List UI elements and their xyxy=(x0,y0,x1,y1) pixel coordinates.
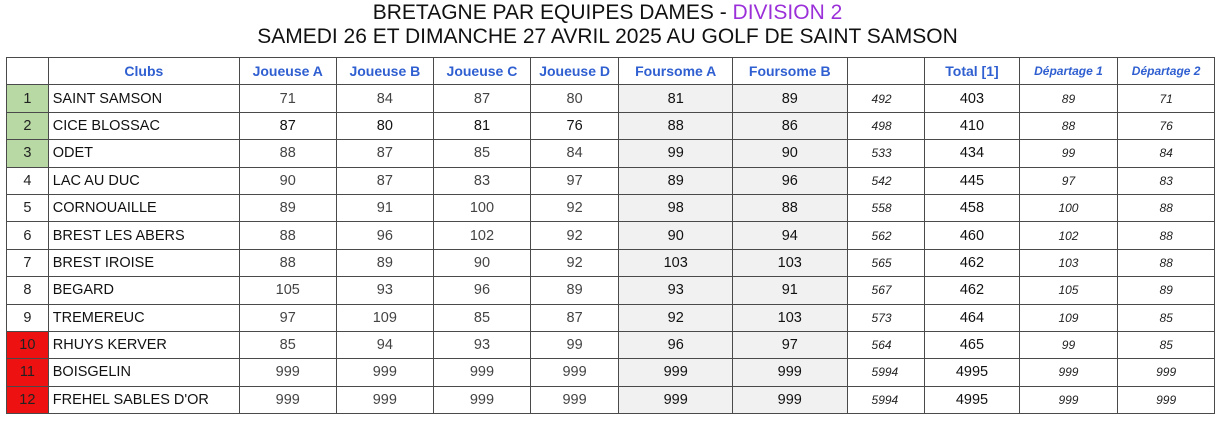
total-cell: 4995 xyxy=(925,386,1019,413)
club-cell: CICE BLOSSAC xyxy=(48,112,239,139)
total-cell: 410 xyxy=(925,112,1019,139)
foursome-b-cell: 999 xyxy=(732,386,847,413)
table-row xyxy=(7,249,1215,276)
foursome-b-cell: 103 xyxy=(732,249,847,276)
rank-cell: 11 xyxy=(7,359,49,386)
joueuse-a-cell: 89 xyxy=(239,194,336,221)
foursome-a-cell: 90 xyxy=(619,222,733,249)
departage-2-cell: 71 xyxy=(1118,85,1215,112)
header-joueuse-b: Joueuse B xyxy=(336,58,434,85)
header-total: Total [1] xyxy=(925,58,1019,85)
foursome-a-cell: 98 xyxy=(619,194,733,221)
club-cell: LAC AU DUC xyxy=(48,167,239,194)
total-cell: 462 xyxy=(925,249,1019,276)
sum-cell: 565 xyxy=(847,249,925,276)
joueuse-d-cell: 89 xyxy=(530,277,619,304)
total-cell: 465 xyxy=(925,331,1019,358)
foursome-b-cell: 86 xyxy=(732,112,847,139)
table-row xyxy=(7,85,1215,112)
joueuse-d-cell: 92 xyxy=(530,194,619,221)
joueuse-d-cell: 99 xyxy=(530,331,619,358)
header-departage-1: Départage 1 xyxy=(1019,58,1118,85)
club-cell: ODET xyxy=(48,140,239,167)
rank-cell: 5 xyxy=(7,194,49,221)
rank-cell: 6 xyxy=(7,222,49,249)
rank-cell: 10 xyxy=(7,331,49,358)
table-row xyxy=(7,386,1215,413)
header-joueuse-c: Joueuse C xyxy=(434,58,531,85)
foursome-a-cell: 999 xyxy=(619,386,733,413)
departage-2-cell: 85 xyxy=(1118,331,1215,358)
total-cell: 458 xyxy=(925,194,1019,221)
joueuse-c-cell: 93 xyxy=(434,331,531,358)
rank-cell: 3 xyxy=(7,140,49,167)
total-cell: 4995 xyxy=(925,359,1019,386)
joueuse-a-cell: 71 xyxy=(239,85,336,112)
foursome-b-cell: 999 xyxy=(732,359,847,386)
joueuse-d-cell: 97 xyxy=(530,167,619,194)
sum-cell: 558 xyxy=(847,194,925,221)
club-cell: BOISGELIN xyxy=(48,359,239,386)
header-sum xyxy=(847,58,925,85)
sum-cell: 498 xyxy=(847,112,925,139)
joueuse-c-cell: 102 xyxy=(434,222,531,249)
joueuse-c-cell: 999 xyxy=(434,386,531,413)
joueuse-a-cell: 88 xyxy=(239,222,336,249)
departage-2-cell: 999 xyxy=(1118,386,1215,413)
sum-cell: 564 xyxy=(847,331,925,358)
joueuse-c-cell: 81 xyxy=(434,112,531,139)
table-row xyxy=(7,359,1215,386)
foursome-a-cell: 96 xyxy=(619,331,733,358)
joueuse-c-cell: 87 xyxy=(434,85,531,112)
rank-cell: 4 xyxy=(7,167,49,194)
joueuse-b-cell: 999 xyxy=(336,359,434,386)
header-club: Clubs xyxy=(48,58,239,85)
foursome-b-cell: 91 xyxy=(732,277,847,304)
departage-1-cell: 99 xyxy=(1019,331,1118,358)
table-row xyxy=(7,194,1215,221)
sum-cell: 5994 xyxy=(847,386,925,413)
foursome-b-cell: 103 xyxy=(732,304,847,331)
joueuse-b-cell: 94 xyxy=(336,331,434,358)
departage-1-cell: 99 xyxy=(1019,140,1118,167)
table-row xyxy=(7,304,1215,331)
foursome-a-cell: 99 xyxy=(619,140,733,167)
rank-cell: 2 xyxy=(7,112,49,139)
rank-cell: 1 xyxy=(7,85,49,112)
title-division: DIVISION 2 xyxy=(732,1,843,24)
total-cell: 434 xyxy=(925,140,1019,167)
joueuse-b-cell: 999 xyxy=(336,386,434,413)
joueuse-a-cell: 999 xyxy=(239,386,336,413)
joueuse-d-cell: 92 xyxy=(530,249,619,276)
joueuse-c-cell: 90 xyxy=(434,249,531,276)
header-joueuse-a: Joueuse A xyxy=(239,58,336,85)
departage-2-cell: 85 xyxy=(1118,304,1215,331)
departage-1-cell: 100 xyxy=(1019,194,1118,221)
sum-cell: 542 xyxy=(847,167,925,194)
club-cell: BREST LES ABERS xyxy=(48,222,239,249)
joueuse-b-cell: 109 xyxy=(336,304,434,331)
joueuse-d-cell: 92 xyxy=(530,222,619,249)
joueuse-b-cell: 89 xyxy=(336,249,434,276)
foursome-a-cell: 81 xyxy=(619,85,733,112)
total-cell: 462 xyxy=(925,277,1019,304)
departage-2-cell: 88 xyxy=(1118,222,1215,249)
table-row xyxy=(7,167,1215,194)
joueuse-b-cell: 87 xyxy=(336,140,434,167)
departage-1-cell: 105 xyxy=(1019,277,1118,304)
foursome-b-cell: 88 xyxy=(732,194,847,221)
joueuse-b-cell: 84 xyxy=(336,85,434,112)
club-cell: SAINT SAMSON xyxy=(48,85,239,112)
rank-cell: 9 xyxy=(7,304,49,331)
rank-cell: 12 xyxy=(7,386,49,413)
joueuse-a-cell: 85 xyxy=(239,331,336,358)
joueuse-b-cell: 96 xyxy=(336,222,434,249)
joueuse-d-cell: 80 xyxy=(530,85,619,112)
joueuse-a-cell: 87 xyxy=(239,112,336,139)
departage-2-cell: 84 xyxy=(1118,140,1215,167)
joueuse-b-cell: 91 xyxy=(336,194,434,221)
header-departage-2: Départage 2 xyxy=(1118,58,1215,85)
title-main: BRETAGNE PAR EQUIPES DAMES - xyxy=(372,1,733,24)
joueuse-a-cell: 88 xyxy=(239,140,336,167)
total-cell: 460 xyxy=(925,222,1019,249)
joueuse-d-cell: 84 xyxy=(530,140,619,167)
club-cell: TREMEREUC xyxy=(48,304,239,331)
joueuse-c-cell: 100 xyxy=(434,194,531,221)
rank-cell: 7 xyxy=(7,249,49,276)
table-row xyxy=(7,222,1215,249)
departage-2-cell: 88 xyxy=(1118,249,1215,276)
foursome-b-cell: 97 xyxy=(732,331,847,358)
joueuse-d-cell: 76 xyxy=(530,112,619,139)
results-table xyxy=(6,57,1215,414)
joueuse-b-cell: 93 xyxy=(336,277,434,304)
table-row xyxy=(7,277,1215,304)
sum-cell: 573 xyxy=(847,304,925,331)
sum-cell: 567 xyxy=(847,277,925,304)
departage-1-cell: 88 xyxy=(1019,112,1118,139)
departage-1-cell: 102 xyxy=(1019,222,1118,249)
sum-cell: 492 xyxy=(847,85,925,112)
table-row xyxy=(7,331,1215,358)
departage-2-cell: 83 xyxy=(1118,167,1215,194)
joueuse-c-cell: 83 xyxy=(434,167,531,194)
joueuse-a-cell: 999 xyxy=(239,359,336,386)
header-foursome-a: Foursome A xyxy=(619,58,733,85)
rank-cell: 8 xyxy=(7,277,49,304)
table-row xyxy=(7,112,1215,139)
joueuse-b-cell: 80 xyxy=(336,112,434,139)
club-cell: RHUYS KERVER xyxy=(48,331,239,358)
joueuse-a-cell: 90 xyxy=(239,167,336,194)
joueuse-c-cell: 85 xyxy=(434,140,531,167)
header-foursome-b: Foursome B xyxy=(732,58,847,85)
foursome-b-cell: 90 xyxy=(732,140,847,167)
sum-cell: 533 xyxy=(847,140,925,167)
foursome-a-cell: 88 xyxy=(619,112,733,139)
sum-cell: 5994 xyxy=(847,359,925,386)
joueuse-a-cell: 105 xyxy=(239,277,336,304)
departage-1-cell: 999 xyxy=(1019,386,1118,413)
foursome-b-cell: 96 xyxy=(732,167,847,194)
club-cell: CORNOUAILLE xyxy=(48,194,239,221)
foursome-b-cell: 89 xyxy=(732,85,847,112)
foursome-a-cell: 999 xyxy=(619,359,733,386)
foursome-a-cell: 103 xyxy=(619,249,733,276)
departage-2-cell: 88 xyxy=(1118,194,1215,221)
total-cell: 403 xyxy=(925,85,1019,112)
joueuse-d-cell: 999 xyxy=(530,359,619,386)
table-row xyxy=(7,140,1215,167)
total-cell: 445 xyxy=(925,167,1019,194)
departage-1-cell: 999 xyxy=(1019,359,1118,386)
foursome-a-cell: 89 xyxy=(619,167,733,194)
joueuse-c-cell: 999 xyxy=(434,359,531,386)
joueuse-d-cell: 999 xyxy=(530,386,619,413)
foursome-a-cell: 92 xyxy=(619,304,733,331)
departage-2-cell: 999 xyxy=(1118,359,1215,386)
foursome-b-cell: 94 xyxy=(732,222,847,249)
club-cell: BEGARD xyxy=(48,277,239,304)
header-row xyxy=(7,58,1215,85)
total-cell: 464 xyxy=(925,304,1019,331)
foursome-a-cell: 93 xyxy=(619,277,733,304)
joueuse-b-cell: 87 xyxy=(336,167,434,194)
club-cell: FREHEL SABLES D'OR xyxy=(48,386,239,413)
club-cell: BREST IROISE xyxy=(48,249,239,276)
departage-1-cell: 103 xyxy=(1019,249,1118,276)
joueuse-d-cell: 87 xyxy=(530,304,619,331)
joueuse-a-cell: 97 xyxy=(239,304,336,331)
joueuse-c-cell: 85 xyxy=(434,304,531,331)
departage-1-cell: 89 xyxy=(1019,85,1118,112)
joueuse-c-cell: 96 xyxy=(434,277,531,304)
header-joueuse-d: Joueuse D xyxy=(530,58,619,85)
departage-1-cell: 109 xyxy=(1019,304,1118,331)
sum-cell: 562 xyxy=(847,222,925,249)
header-rank xyxy=(7,58,49,85)
departage-1-cell: 97 xyxy=(1019,167,1118,194)
page-subtitle: SAMEDI 26 ET DIMANCHE 27 AVRIL 2025 AU GOLF DE SAINT SAMSON xyxy=(257,25,958,48)
departage-2-cell: 76 xyxy=(1118,112,1215,139)
page-title xyxy=(0,0,1215,25)
joueuse-a-cell: 88 xyxy=(239,249,336,276)
departage-2-cell: 89 xyxy=(1118,277,1215,304)
